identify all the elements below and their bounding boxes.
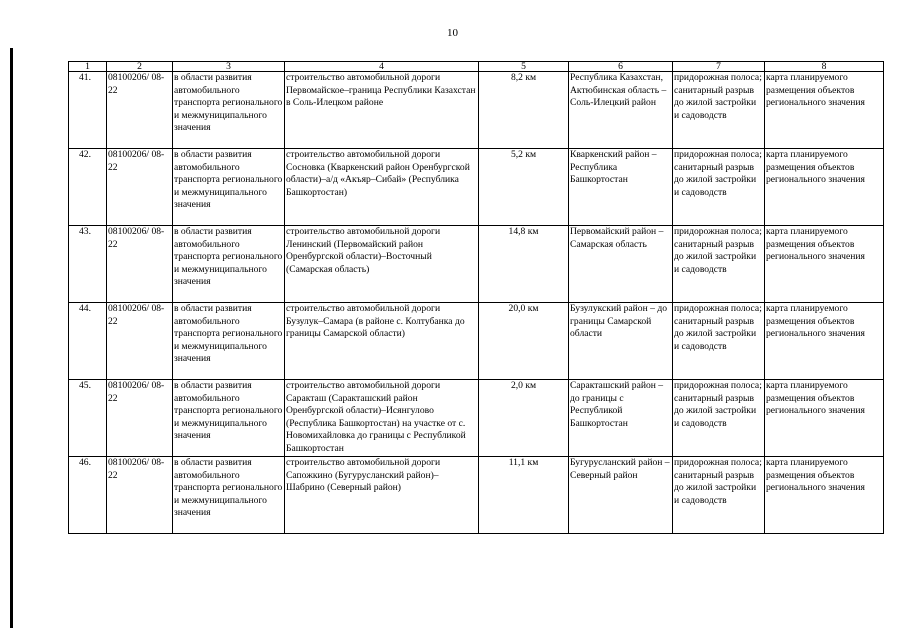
row-location: Бузулукский район – до границы Самарской области xyxy=(569,303,673,380)
column-header: 3 xyxy=(173,62,285,72)
row-zone: придорожная полоса; санитарный разрыв до жилой застройки и садоводств xyxy=(673,303,765,380)
row-object-name: строительство автомобильной дороги Сосновка (Кваркенский район Оренбургской области)–а/д «Акъяр–Сибай» (Республика Башкортостан) xyxy=(285,149,479,226)
column-header: 7 xyxy=(673,62,765,72)
column-header: 8 xyxy=(765,62,884,72)
row-zone: придорожная полоса; санитарный разрыв до жилой застройки и садоводств xyxy=(673,72,765,149)
row-zone: придорожная полоса; санитарный разрыв до жилой застройки и садоводств xyxy=(673,457,765,534)
column-header: 4 xyxy=(285,62,479,72)
row-number: 43. xyxy=(69,226,107,303)
row-number: 46. xyxy=(69,457,107,534)
table-row xyxy=(69,303,884,380)
row-object-name: строительство автомобильной дороги Сапожкино (Бугурусланский район)–Шабрино (Северный район) xyxy=(285,457,479,534)
row-length: 8,2 км xyxy=(479,72,569,149)
row-area: в области развития автомобильного транспорта регионального и межмуниципального значения xyxy=(173,380,285,457)
row-area: в области развития автомобильного транспорта регионального и межмуниципального значения xyxy=(173,457,285,534)
row-map: карта планируемого размещения объектов регионального значения xyxy=(765,380,884,457)
row-object-name: строительство автомобильной дороги Бузулук–Самара (в районе с. Колтубанка до границы Самарской области) xyxy=(285,303,479,380)
row-code: 08100206/ 08-22 xyxy=(107,380,173,457)
row-map: карта планируемого размещения объектов регионального значения xyxy=(765,457,884,534)
row-code: 08100206/ 08-22 xyxy=(107,226,173,303)
row-map: карта планируемого размещения объектов регионального значения xyxy=(765,303,884,380)
row-number: 44. xyxy=(69,303,107,380)
row-location: Республика Казахстан, Актюбинская область – Соль-Илецкий район xyxy=(569,72,673,149)
row-zone: придорожная полоса; санитарный разрыв до жилой застройки и садоводств xyxy=(673,380,765,457)
row-area: в области развития автомобильного транспорта регионального и межмуниципального значения xyxy=(173,72,285,149)
row-length: 5,2 км xyxy=(479,149,569,226)
row-object-name: строительство автомобильной дороги Саракташ (Саракташский район Оренбургской области)–Исянгулово (Республика Башкортостан) на участке от с. Новомихайловка до границы с Республикой Башкортостан xyxy=(285,380,479,457)
row-location: Бугурусланский район – Северный район xyxy=(569,457,673,534)
table-row xyxy=(69,457,884,534)
row-area: в области развития автомобильного транспорта регионального и межмуниципального значения xyxy=(173,226,285,303)
row-map: карта планируемого размещения объектов регионального значения xyxy=(765,149,884,226)
row-object-name: строительство автомобильной дороги Первомайское–граница Республики Казахстан в Соль-Илецком районе xyxy=(285,72,479,149)
row-area: в области развития автомобильного транспорта регионального и межмуниципального значения xyxy=(173,303,285,380)
row-number: 45. xyxy=(69,380,107,457)
table-row xyxy=(69,149,884,226)
scan-edge-line xyxy=(10,48,13,628)
objects-table xyxy=(68,61,884,534)
column-header: 2 xyxy=(107,62,173,72)
row-zone: придорожная полоса; санитарный разрыв до жилой застройки и садоводств xyxy=(673,149,765,226)
page-number: 10 xyxy=(447,27,458,39)
table-row xyxy=(69,380,884,457)
row-object-name: строительство автомобильной дороги Ленинский (Первомайский район Оренбургской области)–Восточный (Самарская область) xyxy=(285,226,479,303)
table-row xyxy=(69,72,884,149)
row-length: 20,0 км xyxy=(479,303,569,380)
table-row xyxy=(69,226,884,303)
column-header: 6 xyxy=(569,62,673,72)
row-length: 2,0 км xyxy=(479,380,569,457)
row-location: Кваркенский район – Республика Башкортостан xyxy=(569,149,673,226)
row-code: 08100206/ 08-22 xyxy=(107,149,173,226)
row-location: Саракташский район – до границы с Республикой Башкортостан xyxy=(569,380,673,457)
row-length: 14,8 км xyxy=(479,226,569,303)
row-length: 11,1 км xyxy=(479,457,569,534)
row-code: 08100206/ 08-22 xyxy=(107,303,173,380)
column-header: 1 xyxy=(69,62,107,72)
row-zone: придорожная полоса; санитарный разрыв до жилой застройки и садоводств xyxy=(673,226,765,303)
row-number: 41. xyxy=(69,72,107,149)
row-number: 42. xyxy=(69,149,107,226)
row-area: в области развития автомобильного транспорта регионального и межмуниципального значения xyxy=(173,149,285,226)
row-map: карта планируемого размещения объектов регионального значения xyxy=(765,226,884,303)
row-map: карта планируемого размещения объектов регионального значения xyxy=(765,72,884,149)
row-location: Первомайский район – Самарская область xyxy=(569,226,673,303)
row-code: 08100206/ 08-22 xyxy=(107,72,173,149)
table-header-row xyxy=(69,62,884,72)
column-header: 5 xyxy=(479,62,569,72)
row-code: 08100206/ 08-22 xyxy=(107,457,173,534)
